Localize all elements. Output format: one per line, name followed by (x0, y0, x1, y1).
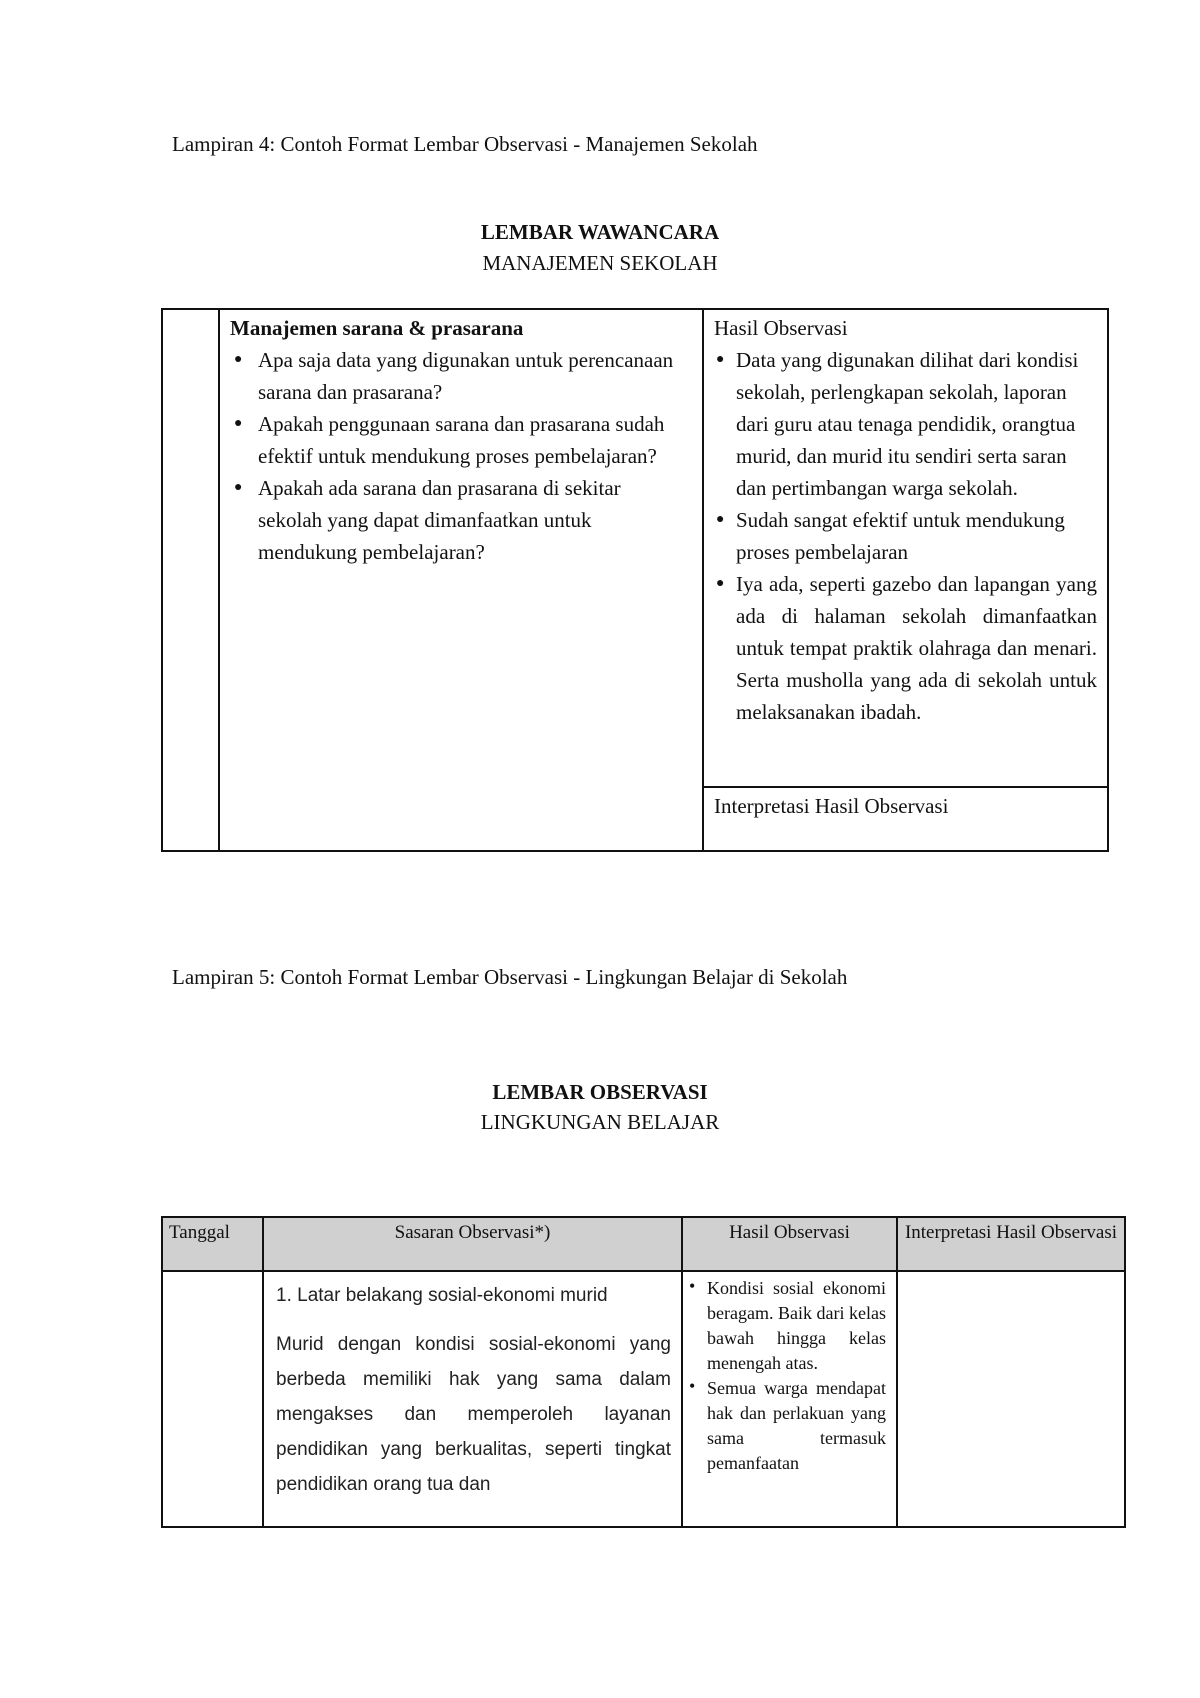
questions-heading: Manajemen sarana & prasarana (230, 316, 524, 340)
lampiran-4-caption: Lampiran 4: Contoh Format Lembar Observasi - Manajemen Sekolah (172, 132, 758, 156)
results-header: Hasil Observasi (714, 316, 848, 340)
result-item: ● Iya ada, seperti gazebo dan lapangan yang ada di halaman sekolah dimanfaatkan untuk tempat praktik olahraga dan menari. Serta musholla yang ada di sekolah untuk melaksanakan ibadah. (714, 568, 1097, 728)
sasaran-cell (263, 1271, 682, 1527)
header-tanggal: Tanggal (162, 1217, 263, 1271)
lingkungan-belajar-subtitle: LINGKUNGAN BELAJAR (480, 1110, 720, 1134)
interpretation-header: Interpretasi Hasil Observasi (714, 794, 949, 818)
interpretation-cell (703, 787, 1108, 851)
sasaran-title: 1. Latar belakang sosial-ekonomi murid (276, 1285, 608, 1306)
lembar-wawancara-title: LEMBAR WAWANCARA (480, 220, 720, 244)
lembar-observasi-title: LEMBAR OBSERVASI (492, 1080, 708, 1104)
sasaran-text: Murid dengan kondisi sosial-ekonomi yang berbeda memiliki hak yang sama dalam mengakses dan memperoleh layanan pendidikan yang berkualitas, seperti tingkat pendidikan orang tua dan (276, 1334, 671, 1495)
questions-list (230, 344, 688, 568)
hasil-item: • Semua warga mendapat hak dan perlakuan yang sama termasuk pemanfaatan (685, 1376, 886, 1476)
question-item: ● Apakah ada sarana dan prasarana di sekitar sekolah yang dapat dimanfaatkan untuk mendukung pembelajaran? (230, 472, 688, 568)
header-hasil: Hasil Observasi (682, 1217, 897, 1271)
results-cell (703, 309, 1108, 787)
header-sasaran: Sasaran Observasi*) (263, 1217, 682, 1271)
observasi-table (161, 1216, 1126, 1528)
manajemen-sekolah-subtitle: MANAJEMEN SEKOLAH (482, 251, 718, 275)
interpretasi-cell (897, 1271, 1125, 1527)
hasil-list (685, 1276, 886, 1476)
number-cell (162, 309, 219, 851)
wawancara-table (161, 308, 1109, 852)
question-item: ● Apa saja data yang digunakan untuk perencanaan sarana dan prasarana? (230, 344, 688, 408)
questions-cell (219, 309, 703, 851)
lampiran-5-caption: Lampiran 5: Contoh Format Lembar Observasi - Lingkungan Belajar di Sekolah (172, 965, 848, 989)
result-item: ● Data yang digunakan dilihat dari kondisi sekolah, perlengkapan sekolah, laporan dari guru atau tenaga pendidik, orangtua murid, dan murid itu sendiri serta saran dan pertimbangan warga sekolah. (714, 344, 1097, 504)
hasil-item: • Kondisi sosial ekonomi beragam. Baik dari kelas bawah hingga kelas menengah atas. (685, 1276, 886, 1376)
header-interpretasi: Interpretasi Hasil Observasi (897, 1217, 1125, 1271)
tanggal-cell (162, 1271, 263, 1527)
question-item: ● Apakah penggunaan sarana dan prasarana sudah efektif untuk mendukung proses pembelajaran? (230, 408, 688, 472)
results-list (714, 344, 1097, 728)
hasil-cell (682, 1271, 897, 1527)
result-item: ● Sudah sangat efektif untuk mendukung proses pembelajaran (714, 504, 1097, 568)
